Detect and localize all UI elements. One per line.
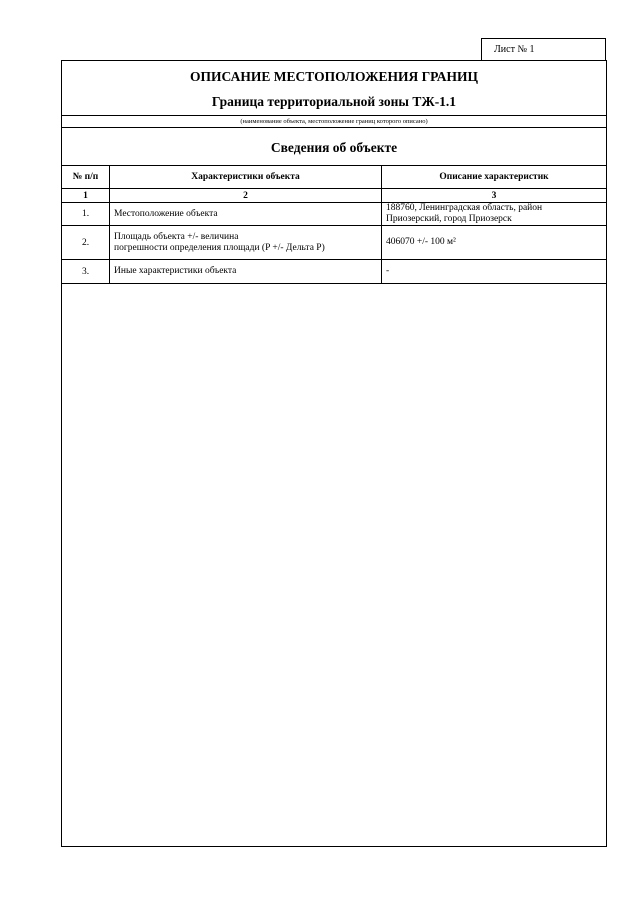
section-title: Сведения об объекте xyxy=(270,140,398,155)
description-cell xyxy=(382,226,607,260)
column-number: 2 xyxy=(110,189,382,203)
sheet-number: Лист № 1 xyxy=(481,38,606,60)
table-row xyxy=(62,203,606,226)
description-text: Приозерский, город Приозерск xyxy=(386,214,512,224)
characteristic-cell xyxy=(110,260,382,284)
table-header-row xyxy=(62,166,606,189)
characteristic-text: Местоположение объекта xyxy=(114,208,218,219)
characteristic-cell xyxy=(110,226,382,260)
characteristic-text: Иные характеристики объекта xyxy=(114,266,237,276)
row-number: 2. xyxy=(62,226,110,260)
table-row xyxy=(62,226,606,260)
column-number: 3 xyxy=(382,189,607,203)
column-header: Характеристики объекта xyxy=(110,166,382,189)
object-name-caption: (наименование объекта, местоположение границ которого описано) xyxy=(240,118,428,125)
row-number: 3. xyxy=(62,260,110,284)
object-name: Граница территориальной зоны ТЖ-1.1 xyxy=(211,94,457,109)
description-text: 406070 +/- 100 м² xyxy=(386,237,456,247)
document-frame xyxy=(61,60,607,847)
column-number-row xyxy=(62,189,606,203)
divider xyxy=(62,127,606,128)
object-info-table xyxy=(62,165,606,284)
column-number: 1 xyxy=(62,189,110,203)
description-text: 188760, Ленинградская область, район xyxy=(386,203,543,213)
row-number: 1. xyxy=(62,203,110,226)
characteristic-cell xyxy=(110,203,382,226)
column-header: № п/п xyxy=(62,166,110,189)
characteristic-text: Площадь объекта +/- величина xyxy=(114,231,239,242)
description-cell xyxy=(382,260,607,284)
table-row xyxy=(62,260,606,284)
document-title: ОПИСАНИЕ МЕСТОПОЛОЖЕНИЯ ГРАНИЦ xyxy=(190,69,478,84)
characteristic-text: погрешности определения площади (P +/- Дельта P) xyxy=(114,242,325,253)
column-header: Описание характеристик xyxy=(382,166,607,189)
description-text: - xyxy=(386,266,390,276)
description-cell xyxy=(382,203,607,226)
divider xyxy=(62,115,606,116)
